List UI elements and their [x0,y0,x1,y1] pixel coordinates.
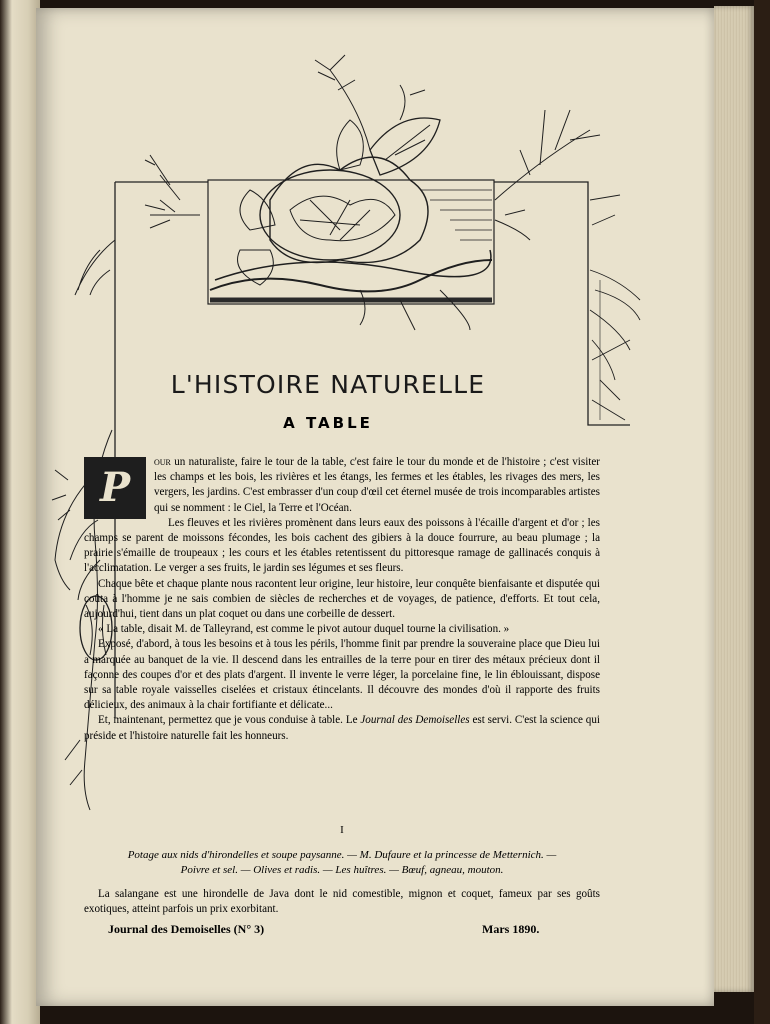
paragraph: Les fleuves et les rivières promènent dans leurs eaux des poissons à l'écaille d'argent et d'or ; les champs se parent de moissons fécondes, les bois cachent des gibiers à la douce fourrure, au beau plumage ; la prairie s'émaille de troupeaux ; les cours et les étables retentissent du pittoresque ramage de gallinacés conquis à l'acclimatation. Le verger a ses fruits, le jardin ses légumes et ses fleurs. [84,516,600,575]
section-intro: La salangane est une hirondelle de Java dont le nid comestible, mignon et coquet, fameux par ses goûts exotiques, atteint parfois un prix exorbitant. [84,888,600,915]
paragraph: Et, maintenant, permettez que je vous conduise à table. Le Journal des Demoiselles est servi. C'est la science qui préside et l'histoire naturelle fait les honneurs. [84,714,600,742]
section-number: I [340,824,344,836]
paragraph: Chaque bête et chaque plante nous racontent leur origine, leur histoire, leur conquête bienfaisante et disputée qui coûta à l'homme je ne sais combien de siècles de recherches et de voyages, de patience, d'efforts. Et tout cela, aujourd'hui, tient dans un plat coquet ou dans une corbeille de dessert. [84,577,600,621]
decorated-initial: P [84,457,146,519]
paragraph: Exposé, d'abord, à tous les besoins et à tous les périls, l'homme finit par prendre la souveraine place que Dieu lui a marquée au banquet de la vie. Il descend dans les entrailles de la terre pour en tirer des métaux précieux dont il façonne des coupes d'or et des plats d'argent. Il invente le verre léger, la porcelaine fine, le lin éblouissant, dispose sur sa table royale vaisselles ciselées et cristaux étincelants. Il découvre des mondes d'où il rapporte des fruits délicieux, des animaux à la chair fortifiante et délicate... [84,638,600,712]
article-body [84,455,600,744]
section-summary: Potage aux nids d'hirondelles et soupe paysanne. — M. Dufaure et la princesse de Metternich. — Poivre et sel. — Olives et radis. — Les huîtres. — Bœuf, agneau, mouton. [127,849,557,876]
paragraph: our un naturaliste, faire le tour de la table, c'est faire le tour du monde et de l'histoire ; c'est visiter les champs et les bois, les rivières et les étangs, les fermes et les étables, les rivages des mers, les vergers, les jardins. C'est embrasser d'un coup d'œil cet éternel musée de trois incomparables artistes qui se nomment : le Ciel, la Terre et l'Océan. [154,456,600,514]
paragraph: « La table, disait M. de Talleyrand, est comme le pivot autour duquel tourne la civilisation. » [98,623,510,636]
journal-footer: Journal des Demoiselles (N° 3) [108,922,265,936]
article-title: L'HISTOIRE NATURELLE [170,370,486,399]
issue-date: Mars 1890. [482,922,540,936]
article-subtitle: A TABLE [283,414,373,432]
